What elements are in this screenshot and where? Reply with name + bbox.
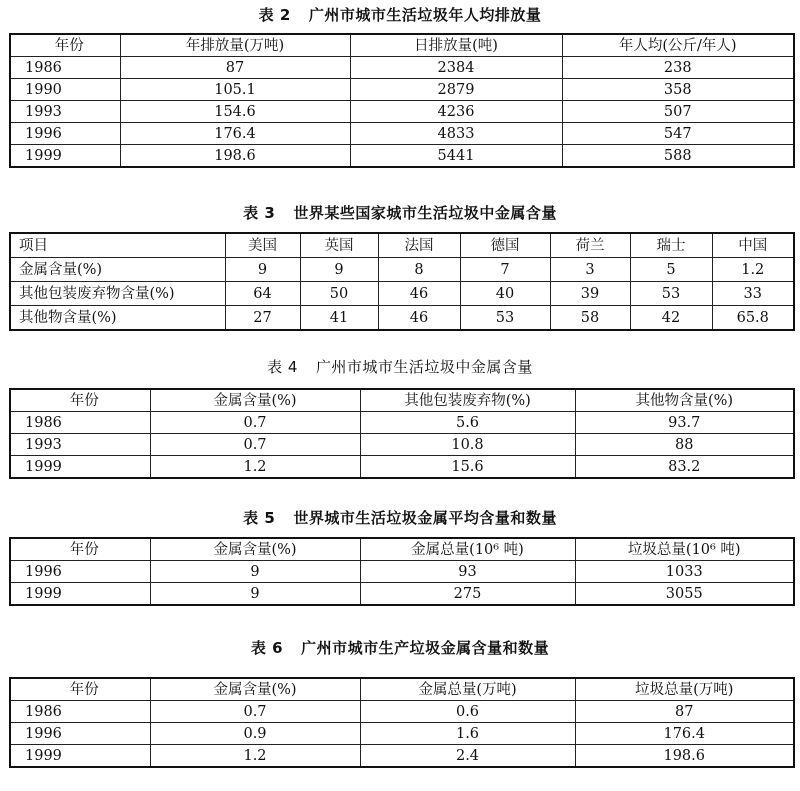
- table-cell: 46: [378, 282, 460, 306]
- table-cell: 3055: [575, 583, 794, 606]
- table6-header-year: 年份: [10, 678, 150, 701]
- table-cell: 1986: [10, 57, 120, 79]
- table-cell: 198.6: [120, 145, 350, 168]
- table3-header-item: 项目: [10, 233, 225, 258]
- table3-header-switzerland: 瑞士: [630, 233, 712, 258]
- table-cell: 2.4: [360, 745, 575, 768]
- table-cell: 198.6: [575, 745, 794, 768]
- table5: [9, 537, 795, 606]
- table-cell: 5441: [350, 145, 562, 168]
- table-cell: 9: [150, 583, 360, 606]
- table-row: [10, 701, 794, 723]
- table-cell: 358: [562, 79, 794, 101]
- table3-header-germany: 德国: [460, 233, 550, 258]
- table6-title: 广州市城市生产垃圾金属含量和数量: [301, 639, 550, 657]
- table6-header-metal: 金属含量(%): [150, 678, 360, 701]
- table-cell: 93: [360, 561, 575, 583]
- table2-header-row: [10, 34, 794, 57]
- table-cell: 1.6: [360, 723, 575, 745]
- table-row: [10, 123, 794, 145]
- table-row: [10, 282, 794, 306]
- table-cell: 93.7: [575, 412, 794, 434]
- table-row: [10, 561, 794, 583]
- table-cell: 87: [575, 701, 794, 723]
- table-row: [10, 101, 794, 123]
- table-cell: 15.6: [360, 456, 575, 479]
- table-cell: 1993: [10, 101, 120, 123]
- table-cell: 0.7: [150, 434, 360, 456]
- table3-header-china: 中国: [712, 233, 794, 258]
- table-cell: 0.7: [150, 701, 360, 723]
- table3-header-france: 法国: [378, 233, 460, 258]
- table-cell: 83.2: [575, 456, 794, 479]
- table5-title: 世界城市生活垃圾金属平均含量和数量: [293, 509, 557, 527]
- table2-title: 广州市城市生活垃圾年人均排放量: [308, 6, 542, 24]
- table-cell: 53: [460, 306, 550, 331]
- table4-header-other: 其他物含量(%): [575, 389, 794, 412]
- table6-header-waste-total: 垃圾总量(万吨): [575, 678, 794, 701]
- table-cell: 1999: [10, 745, 150, 768]
- table-cell: 9: [150, 561, 360, 583]
- table-cell: 1986: [10, 701, 150, 723]
- table-cell: 4833: [350, 123, 562, 145]
- table5-header-waste-total: 垃圾总量(10⁶ 吨): [575, 538, 794, 561]
- table5-header-metal: 金属含量(%): [150, 538, 360, 561]
- table-cell: 2384: [350, 57, 562, 79]
- table-cell: 1993: [10, 434, 150, 456]
- row-label: 其他物含量(%): [10, 306, 225, 331]
- table3: [9, 232, 795, 331]
- table-cell: 238: [562, 57, 794, 79]
- table-cell: 1033: [575, 561, 794, 583]
- table-cell: 39: [550, 282, 630, 306]
- table4-title: 广州市城市生活垃圾中金属含量: [315, 358, 533, 376]
- table-cell: 7: [460, 258, 550, 282]
- table-cell: 5: [630, 258, 712, 282]
- table-cell: 9: [300, 258, 378, 282]
- table-row: [10, 583, 794, 606]
- table4-header-year: 年份: [10, 389, 150, 412]
- table2-number: 表 2: [258, 6, 291, 24]
- table-row: [10, 145, 794, 168]
- table3-number: 表 3: [243, 204, 276, 222]
- table-row: [10, 306, 794, 331]
- table-cell: 0.6: [360, 701, 575, 723]
- table-cell: 64: [225, 282, 300, 306]
- table-row: [10, 79, 794, 101]
- table3-caption: [0, 203, 800, 223]
- table-cell: 1.2: [150, 745, 360, 768]
- table-cell: 4236: [350, 101, 562, 123]
- table-cell: 0.7: [150, 412, 360, 434]
- table-row: [10, 456, 794, 479]
- table4-header-row: [10, 389, 794, 412]
- table-cell: 1999: [10, 145, 120, 168]
- table-cell: 87: [120, 57, 350, 79]
- table-cell: 58: [550, 306, 630, 331]
- table2: [9, 33, 795, 168]
- table-cell: 275: [360, 583, 575, 606]
- table-cell: 5.6: [360, 412, 575, 434]
- table6-number: 表 6: [250, 639, 284, 657]
- table2-header-percapita: 年人均(公斤/年人): [562, 34, 794, 57]
- table5-number: 表 5: [243, 509, 276, 527]
- table4-caption: [0, 357, 800, 377]
- table-row: [10, 434, 794, 456]
- table-cell: 88: [575, 434, 794, 456]
- table3-header-uk: 英国: [300, 233, 378, 258]
- table3-header-row: [10, 233, 794, 258]
- row-label: 其他包装废弃物含量(%): [10, 282, 225, 306]
- table5-header-row: [10, 538, 794, 561]
- table-cell: 9: [225, 258, 300, 282]
- table4-header-metal: 金属含量(%): [150, 389, 360, 412]
- table-row: [10, 258, 794, 282]
- table6: [9, 677, 795, 768]
- table-cell: 65.8: [712, 306, 794, 331]
- table-cell: 507: [562, 101, 794, 123]
- table-cell: 1986: [10, 412, 150, 434]
- table4-header-packaging: 其他包装废弃物(%): [360, 389, 575, 412]
- table-cell: 53: [630, 282, 712, 306]
- table-cell: 41: [300, 306, 378, 331]
- table3-header-usa: 美国: [225, 233, 300, 258]
- table-cell: 1999: [10, 456, 150, 479]
- table-cell: 33: [712, 282, 794, 306]
- table6-caption: [0, 638, 800, 658]
- table-cell: 2879: [350, 79, 562, 101]
- table4: [9, 388, 795, 479]
- table4-number: 表 4: [267, 358, 298, 376]
- table2-header-year: 年份: [10, 34, 120, 57]
- table-cell: 40: [460, 282, 550, 306]
- table-cell: 105.1: [120, 79, 350, 101]
- table-cell: 176.4: [120, 123, 350, 145]
- table-row: [10, 412, 794, 434]
- table6-header-row: [10, 678, 794, 701]
- table-cell: 176.4: [575, 723, 794, 745]
- table-cell: 1990: [10, 79, 120, 101]
- table-cell: 0.9: [150, 723, 360, 745]
- table-cell: 547: [562, 123, 794, 145]
- table-cell: 27: [225, 306, 300, 331]
- table5-caption: [0, 508, 800, 528]
- table-cell: 1996: [10, 723, 150, 745]
- table-cell: 10.8: [360, 434, 575, 456]
- table-cell: 1999: [10, 583, 150, 606]
- table2-caption: [0, 5, 800, 25]
- table-cell: 46: [378, 306, 460, 331]
- table-cell: 1996: [10, 123, 120, 145]
- table5-header-year: 年份: [10, 538, 150, 561]
- table-row: [10, 745, 794, 768]
- table-cell: 154.6: [120, 101, 350, 123]
- table3-title: 世界某些国家城市生活垃圾中金属含量: [293, 204, 557, 222]
- row-label: 金属含量(%): [10, 258, 225, 282]
- table-cell: 42: [630, 306, 712, 331]
- table-cell: 50: [300, 282, 378, 306]
- table-row: [10, 57, 794, 79]
- table6-header-metal-total: 金属总量(万吨): [360, 678, 575, 701]
- table-cell: 1.2: [712, 258, 794, 282]
- table2-header-daily: 日排放量(吨): [350, 34, 562, 57]
- table-cell: 8: [378, 258, 460, 282]
- table-cell: 1.2: [150, 456, 360, 479]
- table5-header-metal-total: 金属总量(10⁶ 吨): [360, 538, 575, 561]
- table-row: [10, 723, 794, 745]
- table-cell: 588: [562, 145, 794, 168]
- table-cell: 3: [550, 258, 630, 282]
- table-cell: 1996: [10, 561, 150, 583]
- table2-header-annual: 年排放量(万吨): [120, 34, 350, 57]
- table3-header-netherlands: 荷兰: [550, 233, 630, 258]
